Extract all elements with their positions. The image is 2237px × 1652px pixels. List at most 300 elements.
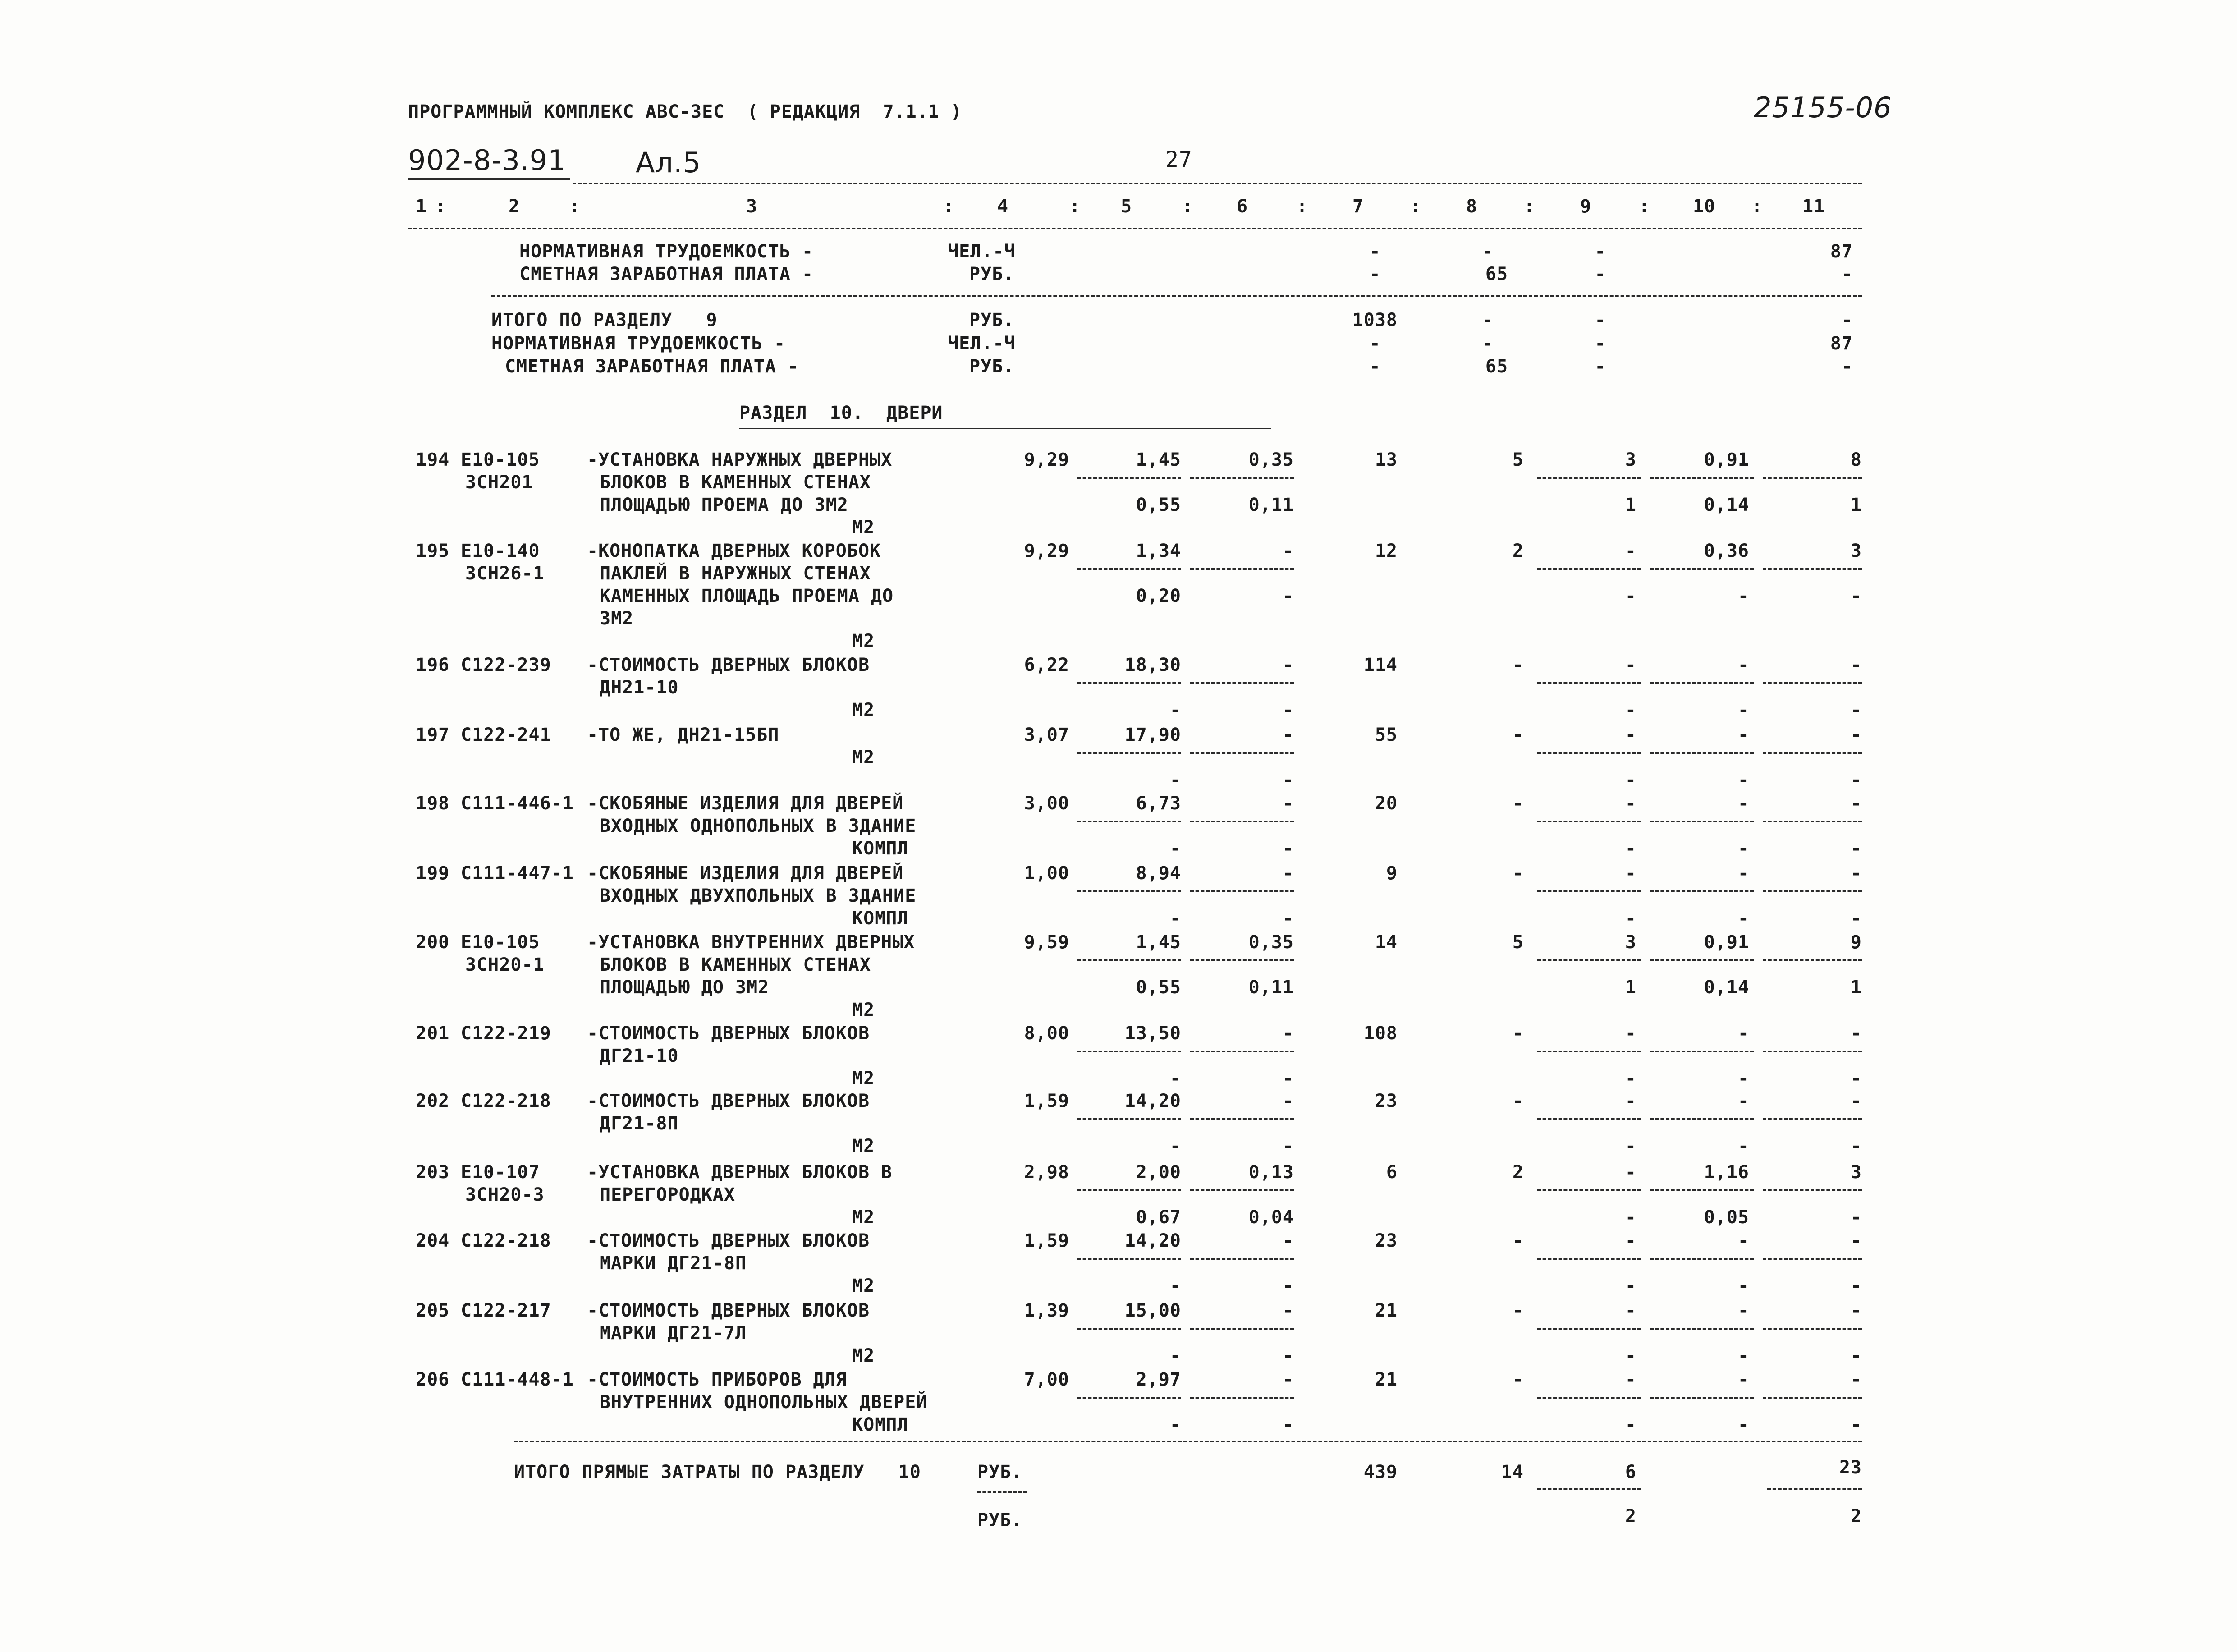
item-rule — [1077, 1397, 1181, 1399]
item-sub-total: - — [1850, 700, 1862, 720]
item-rule — [1537, 752, 1641, 754]
item-rule — [1077, 890, 1181, 892]
item-sub-labor: - — [1737, 908, 1749, 929]
item-description: ДН21-10 — [600, 677, 679, 698]
item-sub-labor: 0,05 — [1704, 1207, 1749, 1228]
item-labor-unit: - — [1737, 725, 1749, 745]
item-description: БЛОКОВ В КАМЕННЫХ СТЕНАХ — [600, 954, 871, 975]
total10-c9: 6 — [1625, 1462, 1636, 1482]
item-labor-total: 3 — [1850, 541, 1862, 561]
item-rule — [1077, 477, 1181, 479]
total-c11: - — [1841, 310, 1853, 330]
item-labor-total: - — [1850, 1091, 1862, 1111]
item-price-total: 17,90 — [1124, 725, 1181, 745]
item-code: С122-218 — [461, 1230, 551, 1251]
item-cost-total: 6 — [1386, 1162, 1398, 1183]
item-cost-wage: - — [1512, 793, 1524, 814]
item-sub-machine: - — [1625, 908, 1636, 929]
item-rule — [1537, 1189, 1641, 1191]
item-price-total: 14,20 — [1124, 1230, 1181, 1251]
item-rule — [1763, 752, 1862, 754]
item-sub-machine: 1 — [1625, 977, 1636, 998]
item-price-wage: - — [1282, 1369, 1294, 1390]
total-c9: - — [1595, 310, 1606, 330]
item-cost-wage: - — [1512, 863, 1524, 884]
item-cost-machine: - — [1625, 1091, 1636, 1111]
item-labor-unit: - — [1737, 1230, 1749, 1251]
item-number: 199 — [416, 863, 450, 884]
item-number: 206 — [416, 1369, 450, 1390]
item-description: ПЛОЩАДЬЮ ПРОЕМА ДО 3М2 — [600, 495, 848, 515]
item-quantity: 1,39 — [1024, 1300, 1069, 1321]
item-price-total: 13,50 — [1124, 1023, 1181, 1044]
item-cost-machine: 3 — [1625, 450, 1636, 470]
project-number: 902-8-3.91 — [408, 144, 566, 177]
item-sub-machine: - — [1625, 770, 1636, 790]
total-unit: РУБ. — [969, 356, 1015, 377]
item-sub-labor: - — [1737, 1276, 1749, 1296]
item-rule — [1537, 821, 1641, 822]
item-number: 200 — [416, 932, 450, 953]
total-c11: - — [1841, 356, 1853, 377]
item-quantity: 6,22 — [1024, 655, 1069, 675]
item-description: 3М2 — [600, 608, 634, 629]
item-description: -СТОИМОСТЬ ДВЕРНЫХ БЛОКОВ — [587, 1300, 870, 1321]
item-labor-unit: - — [1737, 655, 1749, 675]
item-labor-total: - — [1850, 725, 1862, 745]
total10-label: ИТОГО ПРЯМЫЕ ЗАТРАТЫ ПО РАЗДЕЛУ 10 — [514, 1462, 921, 1482]
item-price-wage: - — [1282, 1023, 1294, 1044]
total-unit: РУБ. — [969, 310, 1015, 330]
item-description: ПЕРЕГОРОДКАХ — [600, 1184, 735, 1205]
total10-unit: РУБ. — [977, 1462, 1023, 1482]
item-unit: КОМПЛ — [852, 908, 909, 929]
item-labor-unit: - — [1737, 1369, 1749, 1390]
item-description: -СТОИМОСТЬ ДВЕРНЫХ БЛОКОВ — [587, 1230, 870, 1251]
item-cost-machine: - — [1625, 1300, 1636, 1321]
col-1: 1 — [416, 196, 427, 217]
item-rule — [1537, 1051, 1641, 1052]
item-labor-unit: 0,91 — [1704, 450, 1749, 470]
item-rule — [1650, 821, 1754, 822]
col-3: 3 — [746, 196, 758, 217]
total-c8: - — [1482, 310, 1494, 330]
item-sub-total: - — [1850, 1136, 1862, 1156]
section-title: РАЗДЕЛ 10. ДВЕРИ — [739, 403, 943, 423]
item-number: 204 — [416, 1230, 450, 1251]
item-sub-labor: - — [1737, 1136, 1749, 1156]
item-rule — [1077, 752, 1181, 754]
item-rule — [1763, 568, 1862, 570]
item-rule — [1537, 682, 1641, 684]
item-rule — [1650, 682, 1754, 684]
item-code: Е10-107 — [461, 1162, 540, 1183]
item-cost-wage: - — [1512, 1230, 1524, 1251]
item-description: -СКОБЯНЫЕ ИЗДЕЛИЯ ДЛЯ ДВЕРЕЙ — [587, 793, 904, 814]
album-number: Ал.5 — [636, 146, 701, 179]
item-price-wage: 0,35 — [1248, 932, 1294, 953]
item-price-wage: 0,35 — [1248, 450, 1294, 470]
handwritten-code: 25155-06 — [1754, 91, 1892, 124]
item-rule — [1650, 752, 1754, 754]
col-2: 2 — [509, 196, 520, 217]
col-5: 5 — [1121, 196, 1132, 217]
item-rule — [1650, 1328, 1754, 1330]
item-description: -УСТАНОВКА ВНУТРЕННИХ ДВЕРНЫХ — [587, 932, 915, 953]
item-price-wage: - — [1282, 725, 1294, 745]
item-sub-wage: - — [1282, 700, 1294, 720]
item-rule — [1190, 959, 1294, 961]
item-rule — [1650, 1189, 1754, 1191]
item-labor-unit: - — [1737, 1300, 1749, 1321]
item-cost-machine: - — [1625, 863, 1636, 884]
item-rule — [1190, 477, 1294, 479]
item-sub-price: - — [1169, 770, 1181, 790]
item-rule — [1650, 959, 1754, 961]
item-rule — [1763, 1051, 1862, 1052]
item-sub-price: - — [1169, 838, 1181, 859]
item-unit: М2 — [852, 1207, 875, 1228]
item-rule — [1077, 1051, 1181, 1052]
item-rule — [1077, 821, 1181, 822]
item-sub-labor: 0,14 — [1704, 495, 1749, 515]
item-cost-machine: - — [1625, 1023, 1636, 1044]
item-unit: М2 — [852, 517, 875, 538]
total-label: НОРМАТИВНАЯ ТРУДОЕМКОСТЬ - — [491, 333, 786, 354]
item-labor-total: - — [1850, 1369, 1862, 1390]
item-description: -ТО ЖЕ, ДН21-15БП — [587, 725, 779, 745]
item-price-total: 18,30 — [1124, 655, 1181, 675]
item-unit: М2 — [852, 700, 875, 720]
item-sub-labor: - — [1737, 700, 1749, 720]
item-number: 203 — [416, 1162, 450, 1183]
header-rule-bottom — [408, 228, 1862, 229]
item-quantity: 3,07 — [1024, 725, 1069, 745]
item-rule — [1190, 682, 1294, 684]
item-sub-machine: - — [1625, 700, 1636, 720]
item-rule — [1537, 1397, 1641, 1399]
item-rule — [1763, 959, 1862, 961]
summary-c11: - — [1841, 264, 1853, 285]
item-labor-unit: 0,91 — [1704, 932, 1749, 953]
item-rule — [1763, 890, 1862, 892]
item-description: -СТОИМОСТЬ ДВЕРНЫХ БЛОКОВ — [587, 1023, 870, 1044]
item-unit: М2 — [852, 747, 875, 768]
col-10: 10 — [1693, 196, 1716, 217]
section-title-underline — [739, 428, 1271, 434]
item-description: ПЛОЩАДЬЮ ДО 3М2 — [600, 977, 770, 998]
item-labor-total: - — [1850, 655, 1862, 675]
item-labor-total: - — [1850, 1300, 1862, 1321]
item-sub-price: - — [1169, 1136, 1181, 1156]
item-number: 205 — [416, 1300, 450, 1321]
item-cost-machine: 3 — [1625, 932, 1636, 953]
item-description: БЛОКОВ В КАМЕННЫХ СТЕНАХ — [600, 472, 871, 493]
item-cost-wage: 5 — [1512, 932, 1524, 953]
item-quantity: 7,00 — [1024, 1369, 1069, 1390]
item-code: С111-447-1 — [461, 863, 574, 884]
item-unit: М2 — [852, 1276, 875, 1296]
total10-rule — [514, 1441, 1862, 1442]
item-cost-machine: - — [1625, 793, 1636, 814]
item-rule — [1537, 568, 1641, 570]
item-sub-wage: - — [1282, 908, 1294, 929]
item-cost-total: 114 — [1363, 655, 1398, 675]
item-cost-total: 12 — [1375, 541, 1398, 561]
item-labor-unit: - — [1737, 793, 1749, 814]
item-labor-total: 3 — [1850, 1162, 1862, 1183]
item-sub-labor: - — [1737, 1068, 1749, 1089]
item-number: 196 — [416, 655, 450, 675]
col-6: 6 — [1237, 196, 1248, 217]
item-price-total: 14,20 — [1124, 1091, 1181, 1111]
project-underline — [408, 178, 570, 180]
item-sub-wage: 0,11 — [1248, 495, 1294, 515]
item-rule — [1077, 1118, 1181, 1120]
item-cost-total: 20 — [1375, 793, 1398, 814]
item-price-total: 1,45 — [1136, 932, 1181, 953]
item-sub-wage: - — [1282, 1414, 1294, 1435]
total-label: СМЕТНАЯ ЗАРАБОТНАЯ ПЛАТА - — [505, 356, 799, 377]
total-c8: 65 — [1485, 356, 1508, 377]
item-code: С122-239 — [461, 655, 551, 675]
item-rule — [1650, 477, 1754, 479]
item-description: -СТОИМОСТЬ ДВЕРНЫХ БЛОКОВ — [587, 655, 870, 675]
col-9: 9 — [1580, 196, 1592, 217]
item-labor-unit: 0,36 — [1704, 541, 1749, 561]
item-sub-machine: - — [1625, 1414, 1636, 1435]
item-sub-machine: - — [1625, 1345, 1636, 1366]
item-labor-total: 8 — [1850, 450, 1862, 470]
item-labor-total: 9 — [1850, 932, 1862, 953]
item-sub-price: - — [1169, 908, 1181, 929]
summary-c8: 65 — [1485, 264, 1508, 285]
item-labor-unit: - — [1737, 863, 1749, 884]
item-sub-wage: - — [1282, 770, 1294, 790]
item-sub-total: - — [1850, 1207, 1862, 1228]
item-quantity: 9,29 — [1024, 450, 1069, 470]
item-sub-machine: - — [1625, 838, 1636, 859]
item-sub-machine: - — [1625, 1207, 1636, 1228]
item-rule — [1190, 1328, 1294, 1330]
item-sub-total: - — [1850, 1414, 1862, 1435]
item-sub-price: 0,20 — [1136, 586, 1181, 606]
total-c9: - — [1595, 356, 1606, 377]
document-page: ПРОГРАММНЫЙ КОМПЛЕКС АВС-3ЕС ( РЕДАКЦИЯ 7.1.1 ) 25155-06 902-8-3.91 Ал.5 27 1 : 2 : 3 : 4 : 5 : 6 : 7 : 8 : 9 : 10 : 11 НОРМАТИВНАЯ ТРУДОЕМКОСТЬ - ЧЕЛ.-Ч - - - 87 СМЕТНАЯ ЗАРАБОТНАЯ ПЛАТА - РУБ. - 65 - - ИТОГО ПО РАЗДЕЛУ 9 РУБ. 1038 - - - НОРМАТИВНАЯ ТРУДОЕМКОСТЬ - ЧЕЛ.-Ч - - - 87 СМЕТНАЯ ЗАРАБОТНАЯ ПЛАТА - РУБ. - 65 - - РАЗДЕЛ 10. ДВЕРИ 194 Е10-105 ЗСН201 -УСТАНОВКА НАРУЖНЫХ ДВЕРНЫХ БЛОКОВ В КАМЕННЫХ СТЕНАХ ПЛОЩАДЬЮ ПРОЕМА ДО 3М2 М2 9,29 1,45 0,35 13 5 3 0,91 8 0,55 0,11 1 0,14 1 195 Е10-140 ЗСН26-1 -КОНОПАТКА ДВЕРНЫХ КОРОБОК ПАКЛЕЙ В НАРУЖНЫХ СТЕНАХ КАМЕННЫХ ПЛОЩАДЬ ПРОЕМА ДО 3М2 М2 9,29 1,34 - 12 2 - 0,36 3 0,20 - - - - 196 С122-239 -СТОИМОСТЬ ДВЕРНЫХ БЛОКОВ ДН21-10 М2 6,22 18,30 - 114 - - - - - - - - - 197 С122-241 -ТО ЖЕ, ДН21-15БП М2 3,07 17,90 - 55 - - - - - - - - - 198 С111-446-1 -СКОБЯНЫЕ ИЗДЕЛИЯ ДЛЯ ДВЕРЕЙ ВХОДНЫХ ОДНОПОЛЬНЫХ В ЗДАНИЕ КОМПЛ 3,00 6,73 - 20 - - - - - - - - - 199 С111-447-1 -СКОБЯНЫЕ ИЗДЕЛИЯ ДЛЯ ДВЕРЕЙ ВХОДНЫХ ДВУХПОЛЬНЫХ В ЗДАНИЕ КОМПЛ 1,00 8,94 - 9 - - - - - - - - - 200 Е10-105 ЗСН20-1 -УСТАНОВКА ВНУТРЕННИХ ДВЕРНЫХ БЛОКОВ В КАМЕННЫХ СТЕНАХ ПЛОЩАДЬЮ ДО 3М2 М2 9,59 1,45 0,35 14 5 3 0,91 9 0,55 0,11 1 0,14 1 201 С122-219 -СТОИМОСТЬ ДВЕРНЫХ БЛОКОВ ДГ21-10 М2 8,00 13,50 - 108 - - - - - - - - - 202 С122-218 -СТОИМОСТЬ ДВЕРНЫХ БЛОКОВ ДГ21-8П М2 1,59 14,20 - 23 - - - - - - - - - 203 Е10-107 ЗСН20-3 -УСТАНОВКА ДВЕРНЫХ БЛОКОВ В ПЕРЕГОРОДКАХ М2 2,98 2,00 0,13 6 2 - 1,16 3 0,67 0,04 - 0,05 - 204 С122-218 -СТОИМОСТЬ ДВЕРНЫХ БЛОКОВ МАРКИ ДГ21-8П М2 1,59 14,20 - 23 - - - - - - - - - 205 С122-217 -СТОИМОСТЬ ДВЕРНЫХ БЛОКОВ МАРКИ ДГ21-7Л М2 1,39 15,00 - 21 - - - - - - - - - 206 С111-448-1 -СТОИМОСТЬ ПРИБОРОВ ДЛЯ ВНУТРЕННИХ ОДНОПОЛЬНЫХ ДВЕРЕЙ КОМПЛ 7,00 2,97 - 21 - - - - - - - - - ИТОГО ПРЯМЫЕ ЗАТРАТЫ ПО РАЗДЕЛУ 10 РУБ. 439 14 6 23 РУБ. 2 2 — [408, 91, 1892, 1531]
item-cost-wage: - — [1512, 1300, 1524, 1321]
total-c8: - — [1482, 333, 1494, 354]
item-code: С122-218 — [461, 1091, 551, 1111]
item-sub-labor: - — [1737, 586, 1749, 606]
item-code: Е10-105 — [461, 450, 540, 470]
item-cost-wage: 5 — [1512, 450, 1524, 470]
item-sub-machine: - — [1625, 1136, 1636, 1156]
item-sub-total: - — [1850, 1276, 1862, 1296]
item-unit: М2 — [852, 1345, 875, 1366]
item-price-wage: - — [1282, 541, 1294, 561]
item-sub-price: 0,55 — [1136, 495, 1181, 515]
item-rule — [1537, 477, 1641, 479]
program-title: ПРОГРАММНЫЙ КОМПЛЕКС АВС-3ЕС ( РЕДАКЦИЯ 7.1.1 ) — [408, 101, 963, 122]
item-description: МАРКИ ДГ21-7Л — [600, 1323, 747, 1344]
item-rule — [1190, 568, 1294, 570]
item-quantity: 9,59 — [1024, 932, 1069, 953]
item-price-wage: - — [1282, 655, 1294, 675]
item-rule — [1190, 1118, 1294, 1120]
item-cost-total: 55 — [1375, 725, 1398, 745]
item-price-total: 6,73 — [1136, 793, 1181, 814]
item-rule — [1650, 1051, 1754, 1052]
item-cost-machine: - — [1625, 655, 1636, 675]
summary-rule — [491, 295, 1862, 297]
item-sub-total: - — [1850, 770, 1862, 790]
item-sub-total: - — [1850, 1068, 1862, 1089]
item-price-total: 2,97 — [1136, 1369, 1181, 1390]
item-quantity: 3,00 — [1024, 793, 1069, 814]
item-cost-total: 13 — [1375, 450, 1398, 470]
item-unit: М2 — [852, 1136, 875, 1156]
item-code: С122-217 — [461, 1300, 551, 1321]
item-price-total: 8,94 — [1136, 863, 1181, 884]
total10-unit2: РУБ. — [977, 1510, 1023, 1531]
item-sub-labor: - — [1737, 1345, 1749, 1366]
item-quantity: 1,59 — [1024, 1230, 1069, 1251]
col-4: 4 — [997, 196, 1009, 217]
total-c11: 87 — [1830, 333, 1853, 354]
item-unit: М2 — [852, 631, 875, 652]
item-description: ДГ21-10 — [600, 1046, 679, 1066]
item-sub-wage: - — [1282, 1068, 1294, 1089]
item-cost-total: 14 — [1375, 932, 1398, 953]
total10-c7: 439 — [1363, 1462, 1398, 1482]
item-sub-total: - — [1850, 1345, 1862, 1366]
item-rule — [1077, 682, 1181, 684]
item-quantity: 8,00 — [1024, 1023, 1069, 1044]
item-description: ВХОДНЫХ ОДНОПОЛЬНЫХ В ЗДАНИЕ — [600, 816, 917, 836]
item-sub-price: - — [1169, 1345, 1181, 1366]
total-label: ИТОГО ПО РАЗДЕЛУ 9 — [491, 310, 718, 330]
summary-label: СМЕТНАЯ ЗАРАБОТНАЯ ПЛАТА - — [519, 264, 814, 285]
item-code-secondary: ЗСН201 — [465, 472, 533, 493]
item-code: С111-446-1 — [461, 793, 574, 814]
item-unit: М2 — [852, 1000, 875, 1020]
item-sub-total: - — [1850, 908, 1862, 929]
item-rule — [1077, 1189, 1181, 1191]
item-price-wage: - — [1282, 1091, 1294, 1111]
item-sub-labor: - — [1737, 770, 1749, 790]
item-sub-labor: - — [1737, 838, 1749, 859]
item-rule — [1537, 890, 1641, 892]
item-price-total: 1,34 — [1136, 541, 1181, 561]
item-cost-machine: - — [1625, 1369, 1636, 1390]
item-rule — [1190, 1258, 1294, 1260]
item-labor-unit: - — [1737, 1091, 1749, 1111]
item-cost-total: 108 — [1363, 1023, 1398, 1044]
item-number: 194 — [416, 450, 450, 470]
item-price-wage: 0,13 — [1248, 1162, 1294, 1183]
summary-c7: - — [1369, 241, 1381, 262]
item-number: 195 — [416, 541, 450, 561]
item-rule — [1077, 568, 1181, 570]
summary-c7: - — [1369, 264, 1381, 285]
item-sub-wage: 0,11 — [1248, 977, 1294, 998]
item-rule — [1763, 1397, 1862, 1399]
item-cost-total: 9 — [1386, 863, 1398, 884]
item-cost-total: 21 — [1375, 1300, 1398, 1321]
item-quantity: 1,00 — [1024, 863, 1069, 884]
item-cost-wage: 2 — [1512, 1162, 1524, 1183]
item-rule — [1190, 752, 1294, 754]
item-rule — [1077, 1258, 1181, 1260]
item-description: ПАКЛЕЙ В НАРУЖНЫХ СТЕНАХ — [600, 563, 871, 584]
item-rule — [1763, 682, 1862, 684]
item-cost-wage: - — [1512, 1091, 1524, 1111]
item-rule — [1763, 477, 1862, 479]
item-sub-wage: - — [1282, 1276, 1294, 1296]
item-quantity: 9,29 — [1024, 541, 1069, 561]
item-cost-wage: - — [1512, 1369, 1524, 1390]
total-unit: ЧЕЛ.-Ч — [948, 333, 1016, 354]
summary-c9: - — [1595, 264, 1606, 285]
item-description: ВНУТРЕННИХ ОДНОПОЛЬНЫХ ДВЕРЕЙ — [600, 1392, 928, 1413]
item-cost-total: 23 — [1375, 1091, 1398, 1111]
item-sub-price: 0,67 — [1136, 1207, 1181, 1228]
item-labor-total: - — [1850, 1023, 1862, 1044]
item-code: Е10-140 — [461, 541, 540, 561]
page-number: 27 — [1165, 147, 1192, 172]
total10-s9: 2 — [1625, 1506, 1636, 1527]
item-sub-price: - — [1169, 1276, 1181, 1296]
item-price-wage: - — [1282, 1230, 1294, 1251]
item-rule — [1763, 1258, 1862, 1260]
item-description: -СКОБЯНЫЕ ИЗДЕЛИЯ ДЛЯ ДВЕРЕЙ — [587, 863, 904, 884]
item-sub-labor: 0,14 — [1704, 977, 1749, 998]
item-sub-machine: - — [1625, 586, 1636, 606]
col-7: 7 — [1352, 196, 1364, 217]
item-number: 201 — [416, 1023, 450, 1044]
item-code: Е10-105 — [461, 932, 540, 953]
item-rule — [1650, 568, 1754, 570]
item-code-secondary: ЗСН26-1 — [465, 563, 545, 584]
summary-c9: - — [1595, 241, 1606, 262]
item-price-total: 2,00 — [1136, 1162, 1181, 1183]
item-labor-total: - — [1850, 863, 1862, 884]
summary-c11: 87 — [1830, 241, 1853, 262]
header-rule-top — [573, 183, 1862, 184]
item-description: -СТОИМОСТЬ ДВЕРНЫХ БЛОКОВ — [587, 1091, 870, 1111]
item-rule — [1537, 1328, 1641, 1330]
item-description: -УСТАНОВКА ДВЕРНЫХ БЛОКОВ В — [587, 1162, 893, 1183]
item-sub-wage: - — [1282, 586, 1294, 606]
total-c9: - — [1595, 333, 1606, 354]
summary-unit: ЧЕЛ.-Ч — [948, 241, 1016, 262]
item-sub-wage: 0,04 — [1248, 1207, 1294, 1228]
item-sub-machine: - — [1625, 1276, 1636, 1296]
item-rule — [1763, 1118, 1862, 1120]
item-description: МАРКИ ДГ21-8П — [600, 1253, 747, 1274]
item-rule — [1190, 1397, 1294, 1399]
item-unit: КОМПЛ — [852, 838, 909, 859]
item-rule — [1537, 959, 1641, 961]
summary-unit: РУБ. — [969, 264, 1015, 285]
item-rule — [1650, 1397, 1754, 1399]
item-price-wage: - — [1282, 1300, 1294, 1321]
item-cost-wage: - — [1512, 725, 1524, 745]
item-labor-total: - — [1850, 1230, 1862, 1251]
item-rule — [1763, 1328, 1862, 1330]
item-sub-price: - — [1169, 700, 1181, 720]
item-sub-labor: - — [1737, 1414, 1749, 1435]
